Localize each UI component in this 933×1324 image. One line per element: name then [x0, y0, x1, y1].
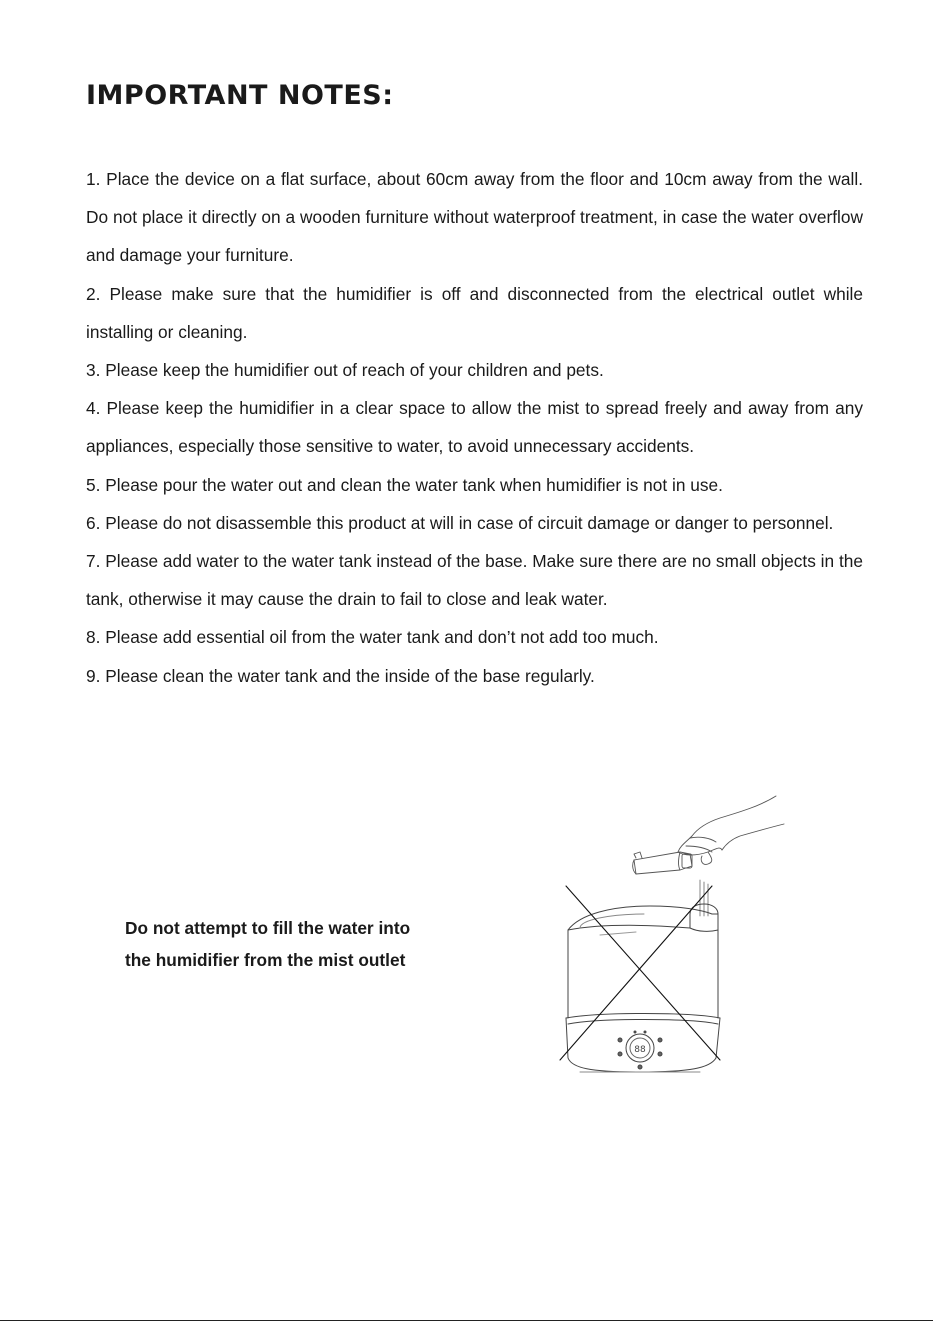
notes-list — [86, 160, 863, 695]
note-item-6: 6. Please do not disassemble this product at will in case of circuit damage or danger to personnel. — [86, 512, 834, 533]
note-item-3: 3. Please keep the humidifier out of reach of your children and pets. — [86, 360, 604, 381]
note-item-2: 2. Please make sure that the humidifier is off and disconnected from the electrical outlet while installing or cleaning. — [86, 283, 863, 342]
note-item-7: 7. Please add water to the water tank instead of the base. Make sure there are no small objects in the tank, otherwise it may cause the drain to fail to close and leak water. — [86, 551, 863, 610]
note-item-4: 4. Please keep the humidifier in a clear space to allow the mist to spread freely and away from any appliances, especially those sensitive to water, to avoid unnecessary accidents. — [86, 398, 863, 457]
hand-icon — [678, 796, 784, 864]
warning-caption — [125, 912, 485, 976]
humidifier-illustration — [540, 790, 800, 1090]
display-digits: 88 — [634, 1045, 646, 1055]
warning-line-1: Do not attempt to fill the water into — [125, 918, 411, 938]
note-item-1: 1. Place the device on a flat surface, about 60cm away from the floor and 10cm away from the wall. Do not place it directly on a wooden furniture without waterproof treatment, in case the water overflow and damage your furniture. — [86, 169, 863, 266]
page-bottom-rule — [0, 1320, 933, 1321]
page-title: IMPORTANT NOTES: — [86, 80, 394, 111]
humidifier-body — [566, 904, 720, 1072]
note-item-5: 5. Please pour the water out and clean the water tank when humidifier is not in use. — [86, 474, 723, 495]
warning-line-2: the humidifier from the mist outlet — [125, 950, 406, 970]
bottle-icon — [633, 852, 692, 874]
note-item-9: 9. Please clean the water tank and the inside of the base regularly. — [86, 665, 595, 686]
note-item-8: 8. Please add essential oil from the water tank and don’t not add too much. — [86, 627, 659, 648]
